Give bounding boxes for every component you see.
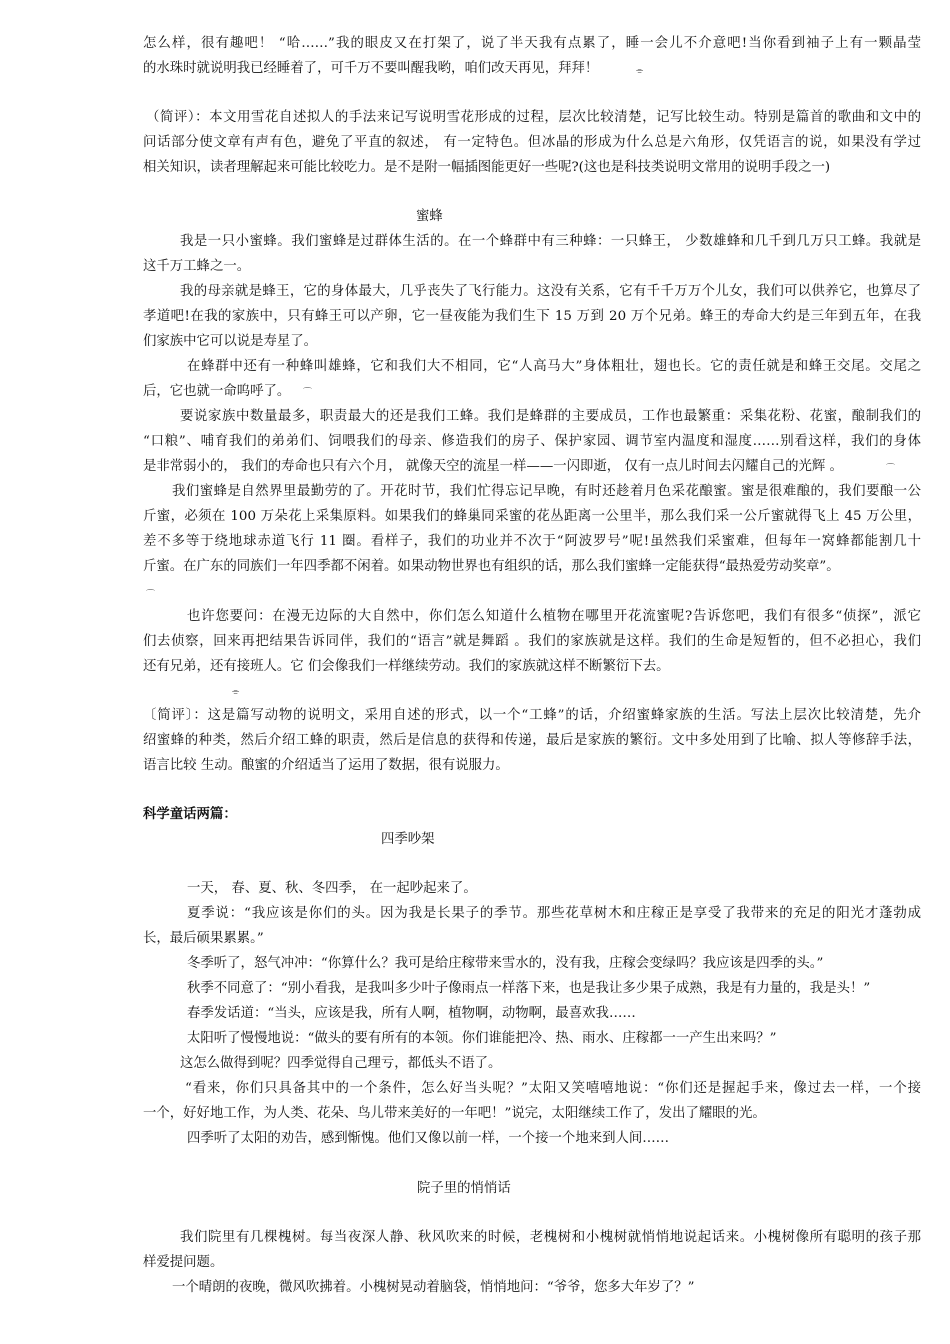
paragraph-line: “看来，你们只具备其中的一个条件，怎么好当头呢？”太阳又笑嘻嘻地说：“你们还是握起手来，像过去一样，一个接 — [185, 1081, 921, 1096]
formatting-mark-icon: ⌒ — [146, 590, 156, 600]
paragraph-line: 斤蜜。在广东的同族们一年四季都不闲着。如果动物世界也有组织的话，那么我们蜜蜂一定能获得“最热爱劳动奖章”。 — [143, 559, 840, 574]
review-line: （简评）：本文用雪花自述拟人的手法来记写说明雪花形成的过程，层次比较清楚，记写比较生动。特别是篇首的歌曲和文中的 — [146, 110, 921, 125]
paragraph-line: 后，它也就一命呜呼了。 — [143, 384, 291, 399]
review-line: 绍蜜蜂的种类，然后介绍工蜂的职责，然后是信息的获得和传递，最后是家族的繁衍。文中多处用到了比喻、拟人等修辞手法， — [143, 733, 921, 748]
paragraph-line: 秋季不同意了：“别小看我，是我叫多少叶子像雨点一样落下来，也是我让多少果子成熟，我是有力量的，我是头！” — [187, 981, 871, 996]
article-title: 院子里的悄悄话 — [417, 1181, 511, 1196]
paragraph-line: 一个，好好地工作，为人类、花朵、鸟儿带来美好的一年吧！”说完，太阳继续工作了，发出了耀眼的光。 — [143, 1106, 766, 1121]
intro-line: 怎么样，很有趣吧！ “哈……”我的眼皮又在打架了，说了半天我有点累了，睡一会儿不介意吧!当你看到袖子上有一颗晶莹 — [143, 36, 921, 51]
review-line: 问话部分使文章有声有色，避免了平直的叙述， 有一定特色。但冰晶的形成为什么总是六角形，仅凭语言的说，如果没有学过 — [143, 135, 921, 150]
formatting-mark-icon: ⌯ — [232, 687, 240, 697]
paragraph-line: 们家族中它可以说是寿星了。 — [143, 334, 318, 349]
paragraph-line: 也许您要问：在漫无边际的大自然中，你们怎么知道什么植物在哪里开花流蜜呢?告诉您吧，我们有很多“侦探”，派它 — [187, 609, 921, 624]
paragraph-line: 四季听了太阳的劝告，感到惭愧。他们又像以前一样，一个接一个地来到人间…… — [187, 1131, 670, 1146]
article-title: 四季吵架 — [381, 832, 435, 847]
paragraph-line: 这千万工蜂之一。 — [143, 259, 251, 274]
paragraph-line: 孝道吧!在我的家族中，只有蜂王可以产卵，它一昼夜能为我们生下 15 万到 20 万个兄弟。蜂王的寿命大约是三年到五年，在我 — [143, 309, 921, 324]
review-line: 相关知识，读者理解起来可能比较吃力。是不是附一幅插图能更好一些呢?(这也是科技类说明文常用的说明手段之一) — [143, 160, 831, 175]
paragraph-line: 这怎么做得到呢？四季觉得自己理亏，都低头不语了。 — [180, 1056, 502, 1071]
paragraph-line: 样爱提问题。 — [143, 1255, 224, 1270]
paragraph-line: 要说家族中数量最多，职责最大的还是我们工蜂。我们是蜂群的主要成员，工作也最繁重：采集花粉、花蜜，酿制我们的 — [180, 409, 921, 424]
formatting-mark-icon: ⌒ — [303, 388, 313, 398]
paragraph-line: 们去侦察，回来再把结果告诉同伴，我们的“语言”就是舞蹈 。我们的家族就是这样。我们的生命是短暂的，但不必担心，我们 — [143, 634, 921, 649]
paragraph-line: 我是一只小蜜蜂。我们蜜蜂是过群体生活的。在一个蜂群中有三种蜂：一只蜂王， 少数雄蜂和几千到几万只工蜂。我就是 — [180, 234, 921, 249]
formatting-mark-icon: ⌒ — [886, 464, 896, 474]
paragraph-line: 夏季说：“我应该是你们的头。因为我是长果子的季节。那些花草树木和庄稼正是享受了我带来的充足的阳光才蓬勃成 — [187, 906, 921, 921]
review-line: 〔简评〕：这是篇写动物的说明文，采用自述的形式，以一个“工蜂”的话，介绍蜜蜂家族的生活。写法上层次比较清楚，先介 — [143, 708, 921, 723]
paragraph-line: 在蜂群中还有一种蜂叫雄蜂，它和我们大不相同，它“人高马大”身体粗壮，翅也长。它的责任就是和蜂王交尾。交尾之 — [187, 359, 921, 374]
intro-line: 的水珠时就说明我已经睡着了，可千万不要叫醒我哟，咱们改天再见，拜拜！ — [143, 61, 599, 76]
paragraph-line: 斤蜜，必须在 100 万朵花上采集原料。如果我们的蜂巢同采蜜的花丛距离一公里半，那么我们采一公斤蜜就得飞上 45 万公里， — [143, 509, 921, 524]
paragraph-line: 是非常弱小的， 我们的寿命也只有六个月， 就像天空的流星一样——一闪即逝， 仅有一点儿时间去闪耀自己的光辉 。 — [143, 459, 843, 474]
paragraph-line: 冬季听了，怒气冲冲：“你算什么？我可是给庄稼带来雪水的，没有我，庄稼会变绿吗？我应该是四季的头。” — [187, 956, 824, 971]
paragraph-line: 长，最后硕果累累。” — [143, 931, 264, 946]
section-heading: 科学童话两篇： — [143, 807, 237, 822]
paragraph-line: 太阳听了慢慢地说：“做头的要有所有的本领。你们谁能把冷、热、雨水、庄稼都一一产生出来吗？” — [187, 1031, 777, 1046]
paragraph-line: 春季发话道：“当头，应该是我，所有人啊，植物啊，动物啊，最喜欢我…… — [187, 1006, 636, 1021]
review-line: 语言比较 生动。酿蜜的介绍适当了运用了数据，很有说服力。 — [143, 758, 509, 773]
paragraph-line: 一天， 春、夏、秋、冬四季， 在一起吵起来了。 — [187, 881, 477, 896]
paragraph-line: 还有兄弟，还有接班人。它 们会像我们一样继续劳动。我们的家族就这样不断繁衍下去。 — [143, 659, 670, 674]
formatting-mark-icon: ⌯ — [636, 66, 644, 76]
paragraph-line: 差不多等于绕地球赤道飞行 11 圈。看样子，我们的功业并不次于“阿波罗号”呢!虽然我们采蜜难，但每年一窝蜂都能割几十 — [143, 534, 921, 549]
paragraph-line: 我们蜜蜂是自然界里最勤劳的了。开花时节，我们忙得忘记早晚，有时还趁着月色采花酿蜜。蜜是很难酿的，我们要酿一公 — [172, 484, 921, 499]
paragraph-line: 一个晴朗的夜晚，微风吹拂着。小槐树晃动着脑袋，悄悄地问：“爷爷，您多大年岁了？” — [172, 1280, 695, 1295]
paragraph-line: 我的母亲就是蜂王，它的身体最大，几乎丧失了飞行能力。这没有关系，它有千千万万个儿女，我们可以供养它，也算尽了 — [180, 284, 921, 299]
article-title: 蜜蜂 — [416, 209, 443, 224]
paragraph-line: 我们院里有几棵槐树。每当夜深人静、秋风吹来的时候，老槐树和小槐树就悄悄地说起话来。小槐树像所有聪明的孩子那 — [180, 1230, 921, 1245]
paragraph-line: “口粮”、哺育我们的弟弟们、饲喂我们的母亲、修造我们的房子、保护家园、调节室内温度和湿度……别看这样，我们的身体 — [143, 434, 921, 449]
